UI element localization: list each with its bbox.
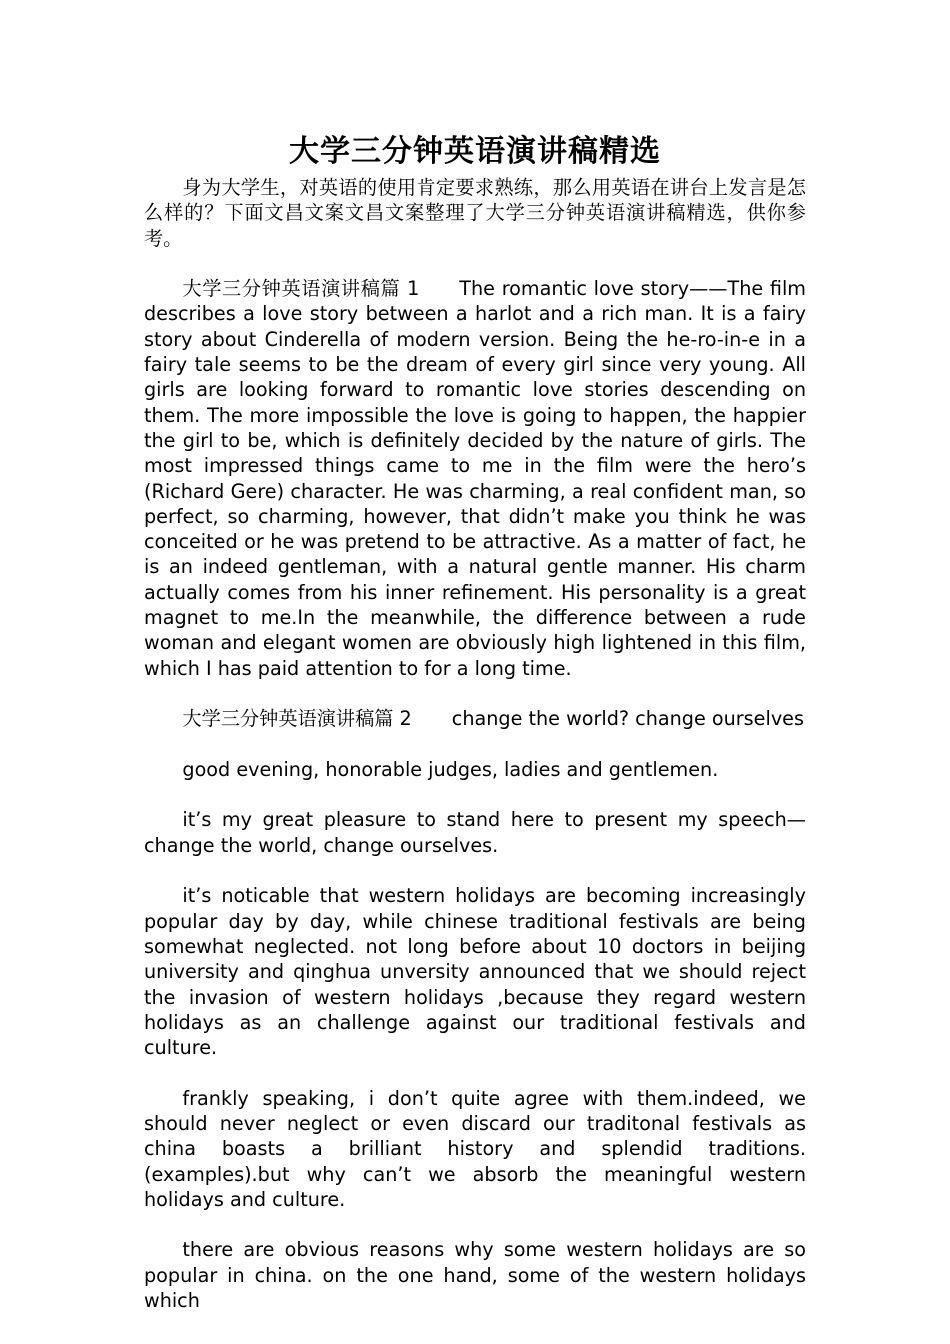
greeting-paragraph: good evening, honorable judges, ladies and gentlemen.	[182, 757, 719, 781]
paragraph-gap	[144, 858, 806, 883]
section-2-heading: 大学三分钟英语演讲稿篇 2	[182, 707, 412, 731]
section-1-heading: 大学三分钟英语演讲稿篇 1	[182, 277, 420, 301]
section-2-subtitle: change the world? change ourselves	[451, 707, 804, 731]
section-1-paragraph	[144, 276, 806, 681]
paragraph-gap	[144, 1212, 806, 1237]
pleasure-paragraph: it’s my great pleasure to stand here to present my speech—change the world, change ourselves.	[144, 808, 806, 857]
holidays-paragraph: it’s noticable that western holidays are becoming increasingly popular day by day, while chinese traditional festivals are being somewhat neglected. not long before about 10 doctors in beijing university and qinghua unversity announced that we should reject the invasion of western holidays ,because they regard western holidays as an challenge against our traditional festivals and culture.	[144, 884, 806, 1060]
reasons-paragraph: there are obvious reasons why some western holidays are so popular in china. on the one hand, some of the western holidays which	[144, 1238, 806, 1313]
paragraph-gap	[144, 732, 806, 757]
opinion-paragraph: frankly speaking, i don’t quite agree with them.indeed, we should never neglect or even discard our traditonal festivals as china boasts a brilliant history and splendid traditions. (examples).but why can’t we absorb the meaningful western holidays and culture.	[144, 1086, 806, 1211]
section-1-text: The romantic love story——The film describes a love story between a harlot and a rich man. It is a fairy story about Cinderella of modern version. Being the he-ro-in-e in a fairy tale seems to be the dream of every girl since very young. All girls are looking forward to romantic love stories descending on them. The more impossible the love is going to happen, the happier the girl to be, which is definitely decided by the nature of girls. The most impressed things came to me in the film were the hero’s (Richard Gere) character. He was charming, a real confident man, so perfect, so charming, however, that didn’t make you think he was conceited or he was pretend to be attractive. As a matter of fact, he is an indeed gentleman, with a natural gentle manner. His charm actually comes from his inner refinement. His personality is a great magnet to me.In the meanwhile, the difference between a rude woman and elegant women are obviously high lightened in this film, which I has paid attention to for a long time.	[144, 277, 806, 680]
paragraph-gap	[144, 681, 806, 706]
paragraph-gap	[144, 782, 806, 807]
section-2-heading-line	[144, 706, 806, 731]
document-body	[144, 175, 806, 1313]
paragraph-gap	[144, 251, 806, 276]
intro-paragraph: 身为大学生，对英语的使用肯定要求熟练，那么用英语在讲台上发言是怎么样的？下面文昌文案文昌文案整理了大学三分钟英语演讲稿精选，供你参考。	[144, 176, 806, 250]
paragraph-gap	[144, 1060, 806, 1085]
document-title: 大学三分钟英语演讲稿精选	[289, 134, 661, 169]
